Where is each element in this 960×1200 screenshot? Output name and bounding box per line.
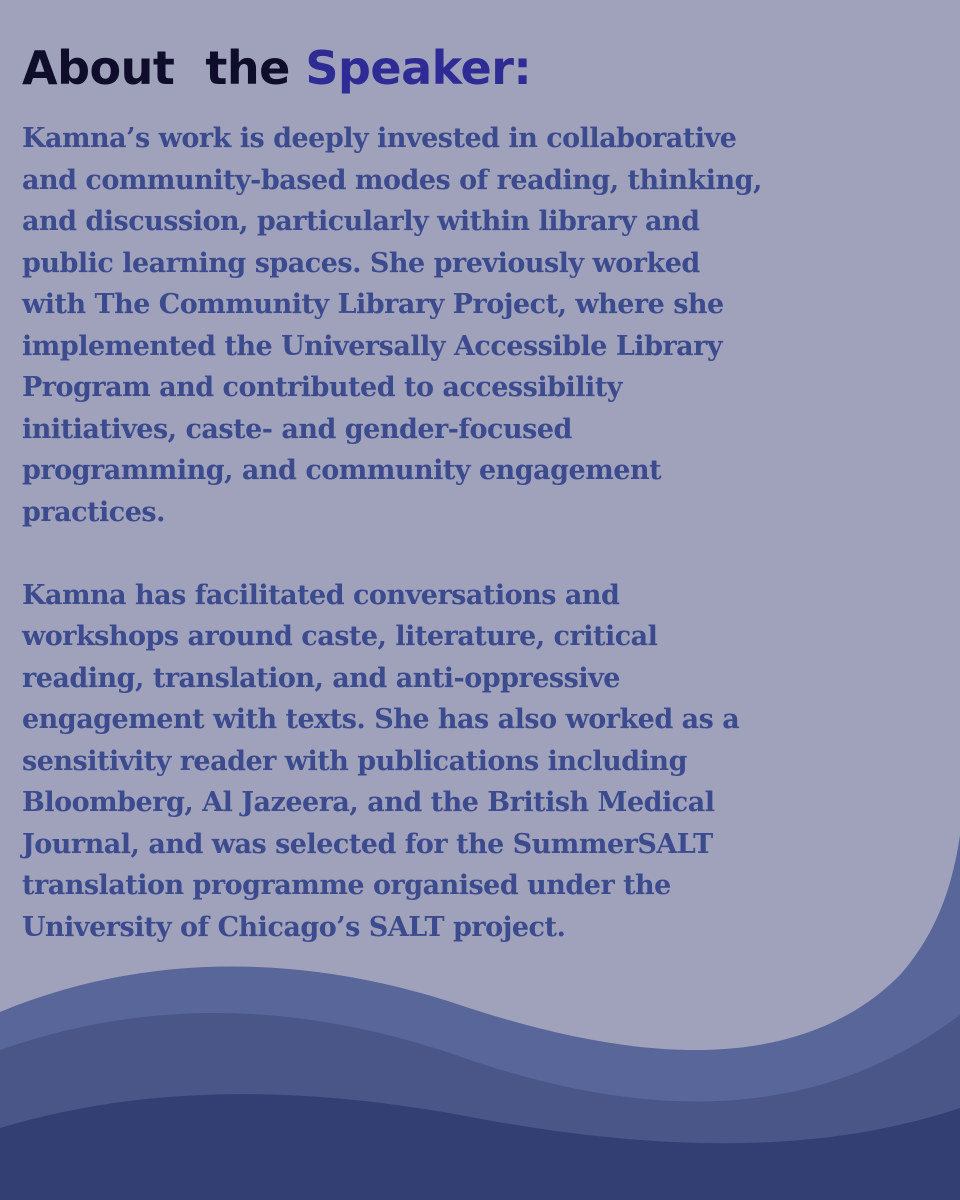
title-word-about: About [22, 41, 175, 95]
title-word-the: the [205, 41, 290, 95]
bio-paragraph-2: Kamna has facilitated conversations and workshops around caste, literature, critical reading, translation, and anti-oppressive engagement with texts. She has also worked as a sensitivity reader with publications including Bloomberg, Al Jazeera, and the British Medical Journal, and was selected for the SummerSALT translation programme organised under the University of Chicago’s SALT project. [22, 579, 740, 943]
page-title [22, 40, 842, 96]
title-word-speaker: Speaker: [305, 41, 532, 95]
bio-paragraph-1: Kamna’s work is deeply invested in collaborative and community-based modes of reading, thinking, and discussion, particularly within library and public learning spaces. She previously worked with The Community Library Project, where she implemented the Universally Accessible Library Program and contributed to accessibility initiatives, caste- and gender-focused programming, and community engagement practices. [22, 123, 762, 528]
speaker-content [22, 40, 842, 948]
